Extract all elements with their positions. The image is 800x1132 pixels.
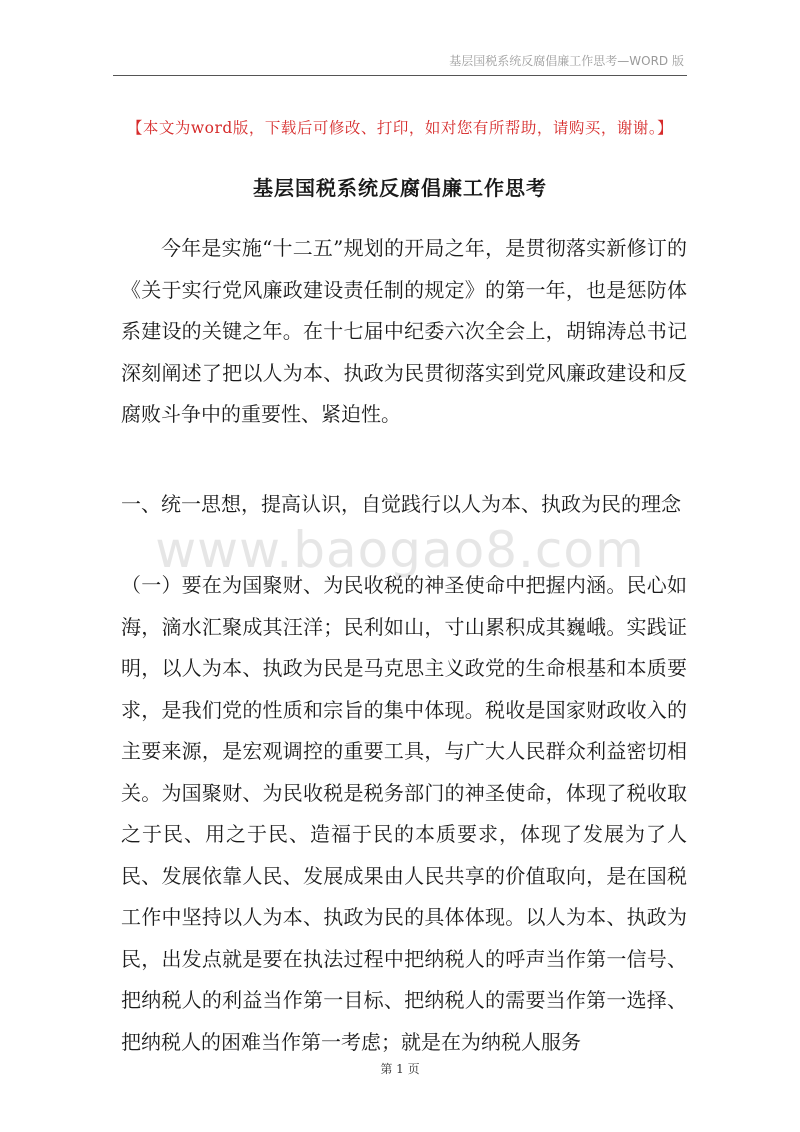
- subsection-paragraph: （一）要在为国聚财、为民收税的神圣使命中把握内涵。民心如海，滴水汇聚成其汪洋；民利如山，寸山累积成其巍峨。实践证明，以人为本、执政为民是马克思主义政党的生命根基和本质要求，是我们党的性质和宗旨的集中体现。税收是国家财政收入的主要来源，是宏观调控的重要工具，与广大人民群众利益密切相关。为国聚财、为民收税是税务部门的神圣使命，体现了税收取之于民、用之于民、造福于民的本质要求，体现了发展为了人民、发展依靠人民、发展成果由人民共享的价值取向，是在国税工作中坚持以人为本、执政为民的具体体现。以人为本、执政为民，出发点就是要在执法过程中把纳税人的呼声当作第一信号、把纳税人的利益当作第一目标、把纳税人的需要当作第一选择、把纳税人的困难当作第一考虑；就是在为纳税人服务: [121, 573, 687, 1054]
- purchase-notice: 【本文为word版，下载后可修改、打印，如对您有所帮助，请购买，谢谢。】: [126, 119, 674, 137]
- section-heading: 一、统一思想，提高认识，自觉践行以人为本、执政为民的理念: [121, 492, 681, 516]
- watermark: www.baogao8.com: [155, 521, 645, 579]
- page-number: 第 1 页: [380, 1062, 420, 1076]
- document-title: 基层国税系统反腐倡廉工作思考: [253, 176, 547, 200]
- header-divider: [113, 75, 687, 76]
- running-header: 基层国税系统反腐倡廉工作思考—WORD 版: [449, 54, 684, 68]
- intro-paragraph: 今年是实施“十二五”规划的开局之年，是贯彻落实新修订的《关于实行党风廉政建设责任制的规定》的第一年，也是惩防体系建设的关键之年。在十七届中纪委六次全会上，胡锦涛总书记深刻阐述了把以人为本、执政为民贯彻落实到党风廉政建设和反腐败斗争中的重要性、紧迫性。: [121, 236, 687, 426]
